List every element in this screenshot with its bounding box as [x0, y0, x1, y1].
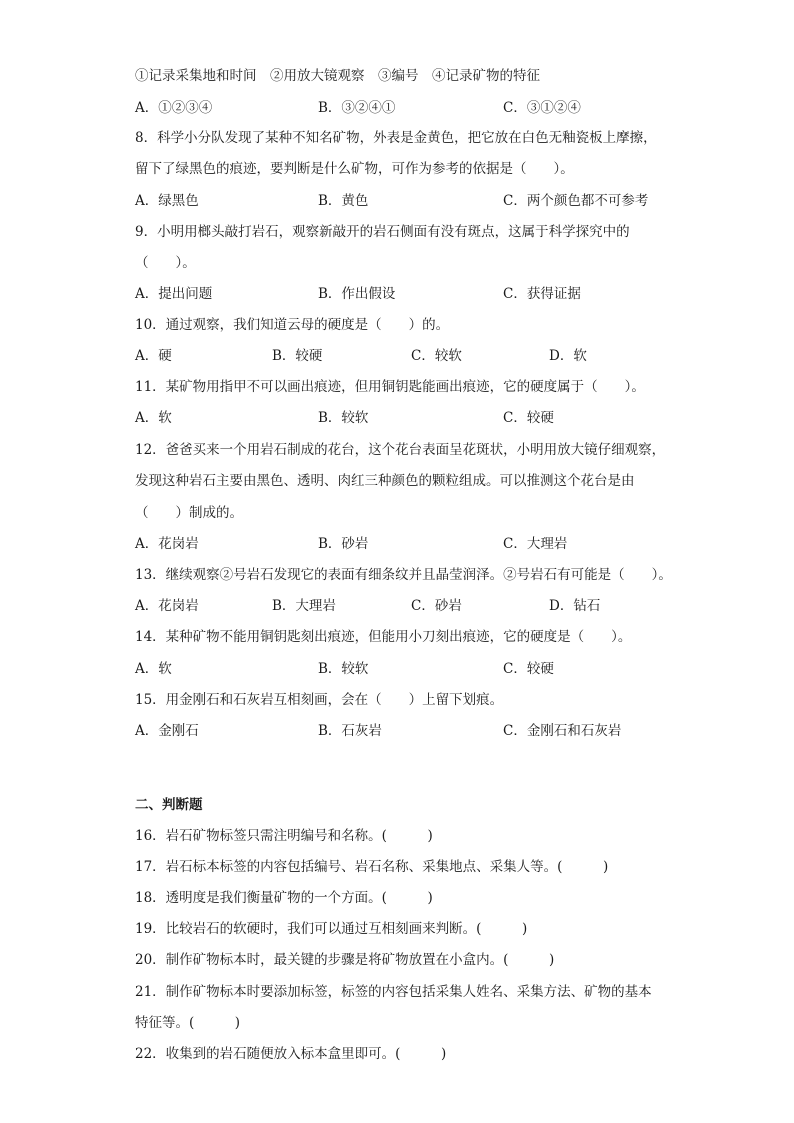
- q12-option-a: A．花岗岩: [135, 536, 199, 552]
- q17-text: 17．岩石标本标签的内容包括编号、岩石名称、采集地点、采集人等。( ): [135, 859, 609, 875]
- q8-option-b: B．黄色: [318, 193, 369, 209]
- q13-option-d: D．钻石: [549, 598, 601, 614]
- q12-option-b: B．砂岩: [318, 536, 369, 552]
- q9-option-a: A．提出问题: [135, 286, 213, 302]
- q21-text-line1: 21．制作矿物标本时要添加标签，标签的内容包括采集人姓名、采集方法、矿物的基本: [135, 984, 652, 1000]
- q7-option-c: C．③①②④: [503, 100, 581, 116]
- q10-option-b: B．较硬: [272, 348, 323, 364]
- q15-option-a: A．金刚石: [135, 723, 199, 739]
- q14-option-c: C．较硬: [503, 661, 554, 677]
- q9-option-c: C．获得证据: [503, 286, 581, 302]
- q10-option-d: D．软: [549, 348, 587, 364]
- q16-text: 16．岩石矿物标签只需注明编号和名称。( ): [135, 828, 433, 844]
- q12-option-c: C．大理岩: [503, 536, 568, 552]
- q13-option-c: C．砂岩: [411, 598, 462, 614]
- q13-option-b: B．大理岩: [272, 598, 336, 614]
- q11-option-b: B．较软: [318, 410, 369, 426]
- q22-text: 22．收集到的岩石随便放入标本盒里即可。( ): [135, 1046, 447, 1062]
- q12-text-line2: 发现这种岩石主要由黑色、透明、肉红三种颜色的颗粒组成。可以推测这个花台是由: [135, 473, 635, 489]
- q9-option-b: B．作出假设: [318, 286, 396, 302]
- q8-option-a: A．绿黑色: [135, 193, 199, 209]
- q11-text: 11．某矿物用指甲不可以画出痕迹，但用铜钥匙能画出痕迹，它的硬度属于（ ）。: [135, 379, 645, 395]
- q8-text-line1: 8．科学小分队发现了某种不知名矿物，外表是金黄色，把它放在白色无釉瓷板上摩擦，: [135, 130, 657, 146]
- q14-option-a: A．软: [135, 661, 172, 677]
- q11-option-c: C．较硬: [503, 410, 554, 426]
- q7-steps: ①记录采集地和时间 ②用放大镜观察 ③编号 ④记录矿物的特征: [135, 68, 540, 84]
- q15-option-b: B．石灰岩: [318, 723, 382, 739]
- q9-text-line2: （ ）。: [135, 255, 196, 271]
- q14-option-b: B．较软: [318, 661, 369, 677]
- q8-option-c: C．两个颜色都不可参考: [503, 193, 649, 209]
- q12-text-line1: 12．爸爸买来一个用岩石制成的花台，这个花台表面呈花斑状，小明用放大镜仔细观察，: [135, 442, 666, 458]
- q9-text-line1: 9．小明用榔头敲打岩石，观察新敲开的岩石侧面有没有斑点，这属于科学探究中的: [135, 224, 630, 240]
- q10-text: 10．通过观察，我们知道云母的硬度是（ ）的。: [135, 317, 450, 333]
- q10-option-a: A．硬: [135, 348, 172, 364]
- q13-text: 13．继续观察②号岩石发现它的表面有细条纹并且晶莹润泽。②号岩石有可能是（ ）。: [135, 567, 672, 583]
- q8-text-line2: 留下了绿黑色的痕迹，要判断是什么矿物，可作为参考的依据是（ ）。: [135, 161, 574, 177]
- q12-text-line3: （ ）制成的。: [135, 505, 243, 521]
- q19-text: 19．比较岩石的软硬时，我们可以通过互相刻画来判断。( ): [135, 921, 528, 937]
- q11-option-a: A．软: [135, 410, 172, 426]
- q10-option-c: C．较软: [411, 348, 462, 364]
- q7-option-a: A．①②③④: [135, 100, 213, 116]
- q13-option-a: A．花岗岩: [135, 598, 199, 614]
- q15-option-c: C．金刚石和石灰岩: [503, 723, 622, 739]
- q21-text-line2: 特征等。( ): [135, 1015, 241, 1031]
- q20-text: 20．制作矿物标本时，最关键的步骤是将矿物放置在小盒内。( ): [135, 952, 555, 968]
- q14-text: 14．某种矿物不能用铜钥匙刻出痕迹，但能用小刀刻出痕迹，它的硬度是（ ）。: [135, 629, 632, 645]
- q7-option-b: B．③②④①: [318, 100, 396, 116]
- section-title-judgment: 二、判断题: [135, 797, 203, 813]
- q15-text: 15．用金刚石和石灰岩互相刻画，会在（ ）上留下划痕。: [135, 692, 504, 708]
- q18-text: 18．透明度是我们衡量矿物的一个方面。( ): [135, 890, 433, 906]
